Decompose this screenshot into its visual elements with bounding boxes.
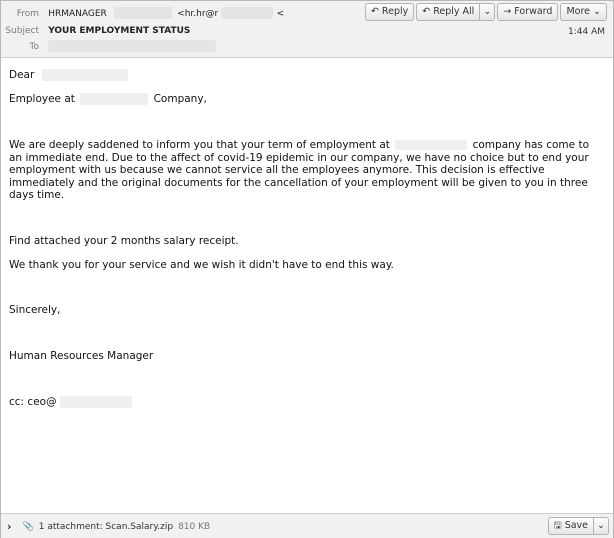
closing-text: Sincerely, bbox=[9, 304, 61, 316]
greeting-text: Dear bbox=[9, 69, 35, 81]
more-button[interactable] bbox=[560, 3, 607, 21]
signature-text: Human Resources Manager bbox=[9, 350, 154, 362]
reply-button[interactable] bbox=[365, 3, 414, 21]
reply-icon: ↶ bbox=[370, 6, 379, 17]
save-label: Save bbox=[564, 520, 589, 531]
paragraph-attachment: Find attached your 2 months salary receipt. bbox=[9, 235, 239, 247]
chevron-down-icon: ⌄ bbox=[593, 6, 601, 17]
save-split bbox=[548, 517, 609, 535]
from-row bbox=[1, 6, 284, 22]
redacted-block bbox=[221, 7, 273, 19]
to-label: To bbox=[29, 42, 39, 52]
employee-prefix: Employee at bbox=[9, 93, 75, 105]
attachment-size: 810 KB bbox=[178, 521, 211, 532]
employee-line bbox=[9, 93, 207, 106]
cc-text: cc: ceo@ bbox=[9, 396, 57, 408]
para1-start: We are deeply saddened to inform you that your term of employment at bbox=[9, 139, 390, 151]
redacted-block bbox=[42, 69, 128, 81]
para1-rest: immediate end. Due to the affect of covid-19 epidemic in our company, we have no choice but to end your employment with us because we cannot service all the employees anymore. This decision is effective immediately and the original documents for the cancellation of your employment will be given to you in three days time. bbox=[9, 151, 589, 201]
attachment-toggle[interactable] bbox=[7, 520, 210, 533]
message-time: 1:44 AM bbox=[568, 27, 605, 37]
forward-button[interactable] bbox=[497, 3, 558, 21]
message-header bbox=[1, 1, 613, 58]
subject-label: Subject bbox=[5, 26, 39, 36]
reply-all-button[interactable] bbox=[416, 3, 480, 21]
message-toolbar bbox=[365, 3, 607, 21]
reply-label: Reply bbox=[381, 6, 409, 17]
reply-all-icon: ↶ bbox=[422, 6, 431, 17]
more-label: More bbox=[566, 6, 591, 17]
from-label: From bbox=[16, 9, 39, 19]
reply-all-label: Reply All bbox=[433, 6, 475, 17]
redacted-block bbox=[114, 7, 172, 19]
paragraph-thanks: We thank you for your service and we wish it didn't have to end this way. bbox=[9, 259, 394, 271]
cc-line bbox=[9, 396, 132, 409]
attachment-bar bbox=[1, 513, 613, 538]
attachment-label: 1 attachment: Scan.Salary.zip bbox=[38, 521, 174, 532]
sender-email[interactable]: <hr.hr@r bbox=[177, 9, 219, 19]
reply-all-dropdown[interactable] bbox=[480, 3, 495, 21]
redacted-recipient bbox=[48, 40, 216, 52]
redacted-block bbox=[80, 93, 148, 105]
chevron-down-icon: ⌄ bbox=[483, 6, 492, 17]
sender-name[interactable]: HRMANAGER bbox=[48, 9, 107, 19]
paperclip-icon: 📎 bbox=[22, 521, 34, 532]
greeting-line bbox=[9, 69, 128, 82]
redacted-block bbox=[60, 396, 132, 408]
forward-label: Forward bbox=[514, 6, 553, 17]
para1-mid: company has come to an bbox=[9, 139, 590, 164]
chevron-down-icon: ⌄ bbox=[597, 520, 605, 531]
forward-icon: → bbox=[503, 6, 512, 17]
to-row bbox=[1, 39, 216, 55]
subject-row bbox=[1, 23, 190, 39]
redacted-block bbox=[395, 140, 467, 150]
reply-all-split bbox=[416, 3, 495, 21]
subject-text: YOUR EMPLOYMENT STATUS bbox=[48, 26, 191, 36]
save-icon: 🖫 bbox=[553, 520, 562, 531]
chevron-right-icon: › bbox=[7, 520, 12, 533]
employee-suffix: Company, bbox=[153, 93, 207, 105]
save-dropdown[interactable] bbox=[594, 517, 609, 535]
paragraph-termination bbox=[9, 139, 605, 202]
save-button[interactable] bbox=[548, 517, 594, 535]
sender-email-end: < bbox=[276, 9, 285, 19]
